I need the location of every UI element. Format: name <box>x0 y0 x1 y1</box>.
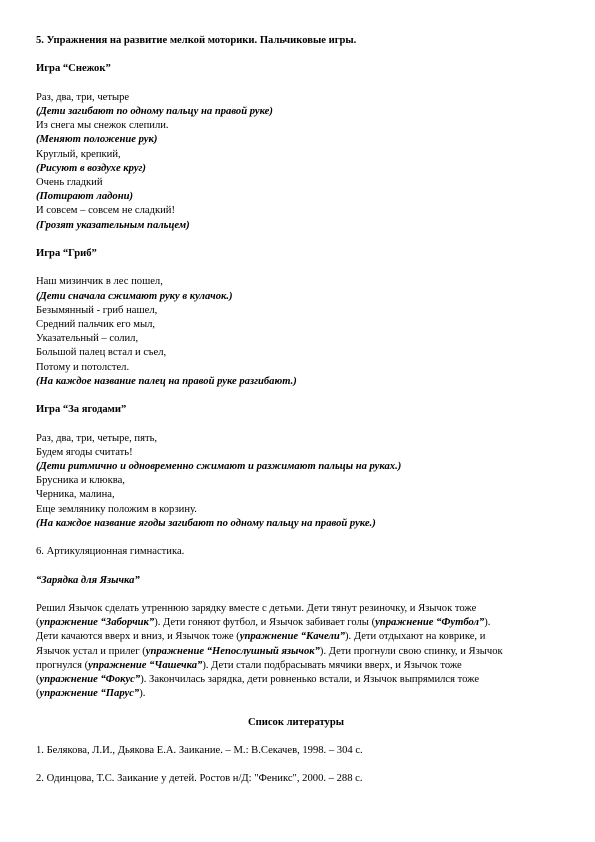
paragraph-line <box>36 687 576 701</box>
reference-item: 2. Одинцова, Т.С. Заикание у детей. Ростов н/Д: "Феникс", 2000. – 288 с. <box>36 773 363 785</box>
paragraph-text: прогнулся ( <box>36 659 89 671</box>
stage-direction: (Дети сначала сжимают руку в кулачок.) <box>36 290 233 302</box>
stage-direction: (Дети загибают по одному пальцу на правой руке) <box>36 105 273 117</box>
paragraph-text: ). Дети отдыхают на коврике, и <box>345 631 486 643</box>
section-heading: 5. Упражнения на развитие мелкой моторики. Пальчиковые игры. <box>36 35 357 46</box>
poem-line: Черника, малина, <box>36 489 115 501</box>
game-title: Игра “За ягодами” <box>36 404 127 416</box>
exercise-name: упражнение “Фокус” <box>39 674 141 685</box>
poem-line: Безымянный - гриб нашел, <box>36 304 158 316</box>
exercise-name: упражнение “Футбол” <box>375 617 485 629</box>
exercise-paragraph <box>36 602 576 701</box>
stage-direction: (Рисуют в воздухе круг) <box>36 162 146 174</box>
paragraph-line <box>36 659 576 673</box>
exercise-name: упражнение “Непослушный язычок” <box>145 645 320 657</box>
poem-line: Большой палец встал и съел, <box>36 347 167 359</box>
paragraph-text: ( <box>36 674 40 685</box>
paragraph-text: ). Дети гоняют футбол, и Язычок забивает голы ( <box>154 617 376 629</box>
poem-line: Потому и потолстел. <box>36 361 130 373</box>
paragraph-text: Решил Язычок сделать утреннюю зарядку вместе с детьми. Дети тянут резиночку, и Язычок тоже <box>36 602 477 614</box>
paragraph-text: ( <box>36 617 40 629</box>
poem-line: Брусника и клюква, <box>36 475 125 487</box>
stage-direction: (На каждое название палец на правой руке разгибают.) <box>36 375 297 387</box>
section-heading: 6. Артикуляционная гимнастика. <box>36 546 185 558</box>
poem-line: Раз, два, три, четыре, пять, <box>36 432 158 444</box>
exercise-name: упражнение “Заборчик” <box>39 617 155 629</box>
poem <box>36 432 576 531</box>
exercise-name: упражнение “Парус” <box>39 688 140 700</box>
paragraph-text: ). Дети стали подбрасывать мячики вверх, и Язычок тоже <box>202 659 462 671</box>
stage-direction: (Грозят указательным пальцем) <box>36 219 190 231</box>
game-title: Игра “Снежок” <box>36 63 111 75</box>
poem-line: Раз, два, три, четыре <box>36 91 130 103</box>
paragraph-line <box>36 602 576 616</box>
paragraph-text: ). <box>139 688 146 700</box>
paragraph-text: ). <box>484 617 491 629</box>
poem-line: Средний пальчик его мыл, <box>36 319 156 330</box>
poem-line: Еще землянику положим в корзину. <box>36 503 197 515</box>
exercise-title: “Зарядка для Язычка” <box>36 574 140 586</box>
game-title: Игра “Гриб” <box>36 248 97 259</box>
exercise-name: упражнение “Чашечка” <box>88 659 203 671</box>
paragraph-text: ). Закончилась зарядка, дети ровненько встали, и Язычок выпрямился тоже <box>140 674 480 685</box>
poem-line: Из снега мы снежок слепили. <box>36 120 169 132</box>
paragraph-text: Дети качаются вверх и вниз, и Язычок тоже ( <box>36 631 240 643</box>
paragraph-text: ). Дети прогнули свою спинку, и Язычок <box>319 645 503 657</box>
stage-direction: (Меняют положение рук) <box>36 134 158 146</box>
reference-item: 1. Белякова, Л.И., Дьякова Е.А. Заикание. – М.: В.Секачев, 1998. – 304 с. <box>36 744 363 756</box>
paragraph-line <box>36 616 576 630</box>
stage-direction: (На каждое название ягоды загибают по одному пальцу на правой руке.) <box>36 517 376 529</box>
document-page <box>36 34 576 787</box>
stage-direction: (Потирают ладони) <box>36 191 133 203</box>
poem <box>36 275 576 389</box>
paragraph-line <box>36 645 576 659</box>
paragraph-line <box>36 673 576 687</box>
poem-line: И совсем – совсем не сладкий! <box>36 205 176 217</box>
references-title: Список литературы <box>247 716 344 728</box>
poem-line: Наш мизинчик в лес пошел, <box>36 276 163 288</box>
paragraph-text: ( <box>36 688 40 700</box>
poem-line: Указательный – солил, <box>36 333 139 345</box>
stage-direction: (Дети ритмично и одновременно сжимают и разжимают пальцы на руках.) <box>36 461 402 472</box>
paragraph-line <box>36 630 576 644</box>
poem <box>36 91 576 233</box>
poem-line: Очень гладкий <box>36 177 103 188</box>
paragraph-text: Язычок устал и прилег ( <box>36 645 146 657</box>
poem-line: Будем ягоды считать! <box>36 446 133 458</box>
poem-line: Круглый, крепкий, <box>36 148 121 160</box>
exercise-name: упражнение “Качели” <box>239 631 346 643</box>
